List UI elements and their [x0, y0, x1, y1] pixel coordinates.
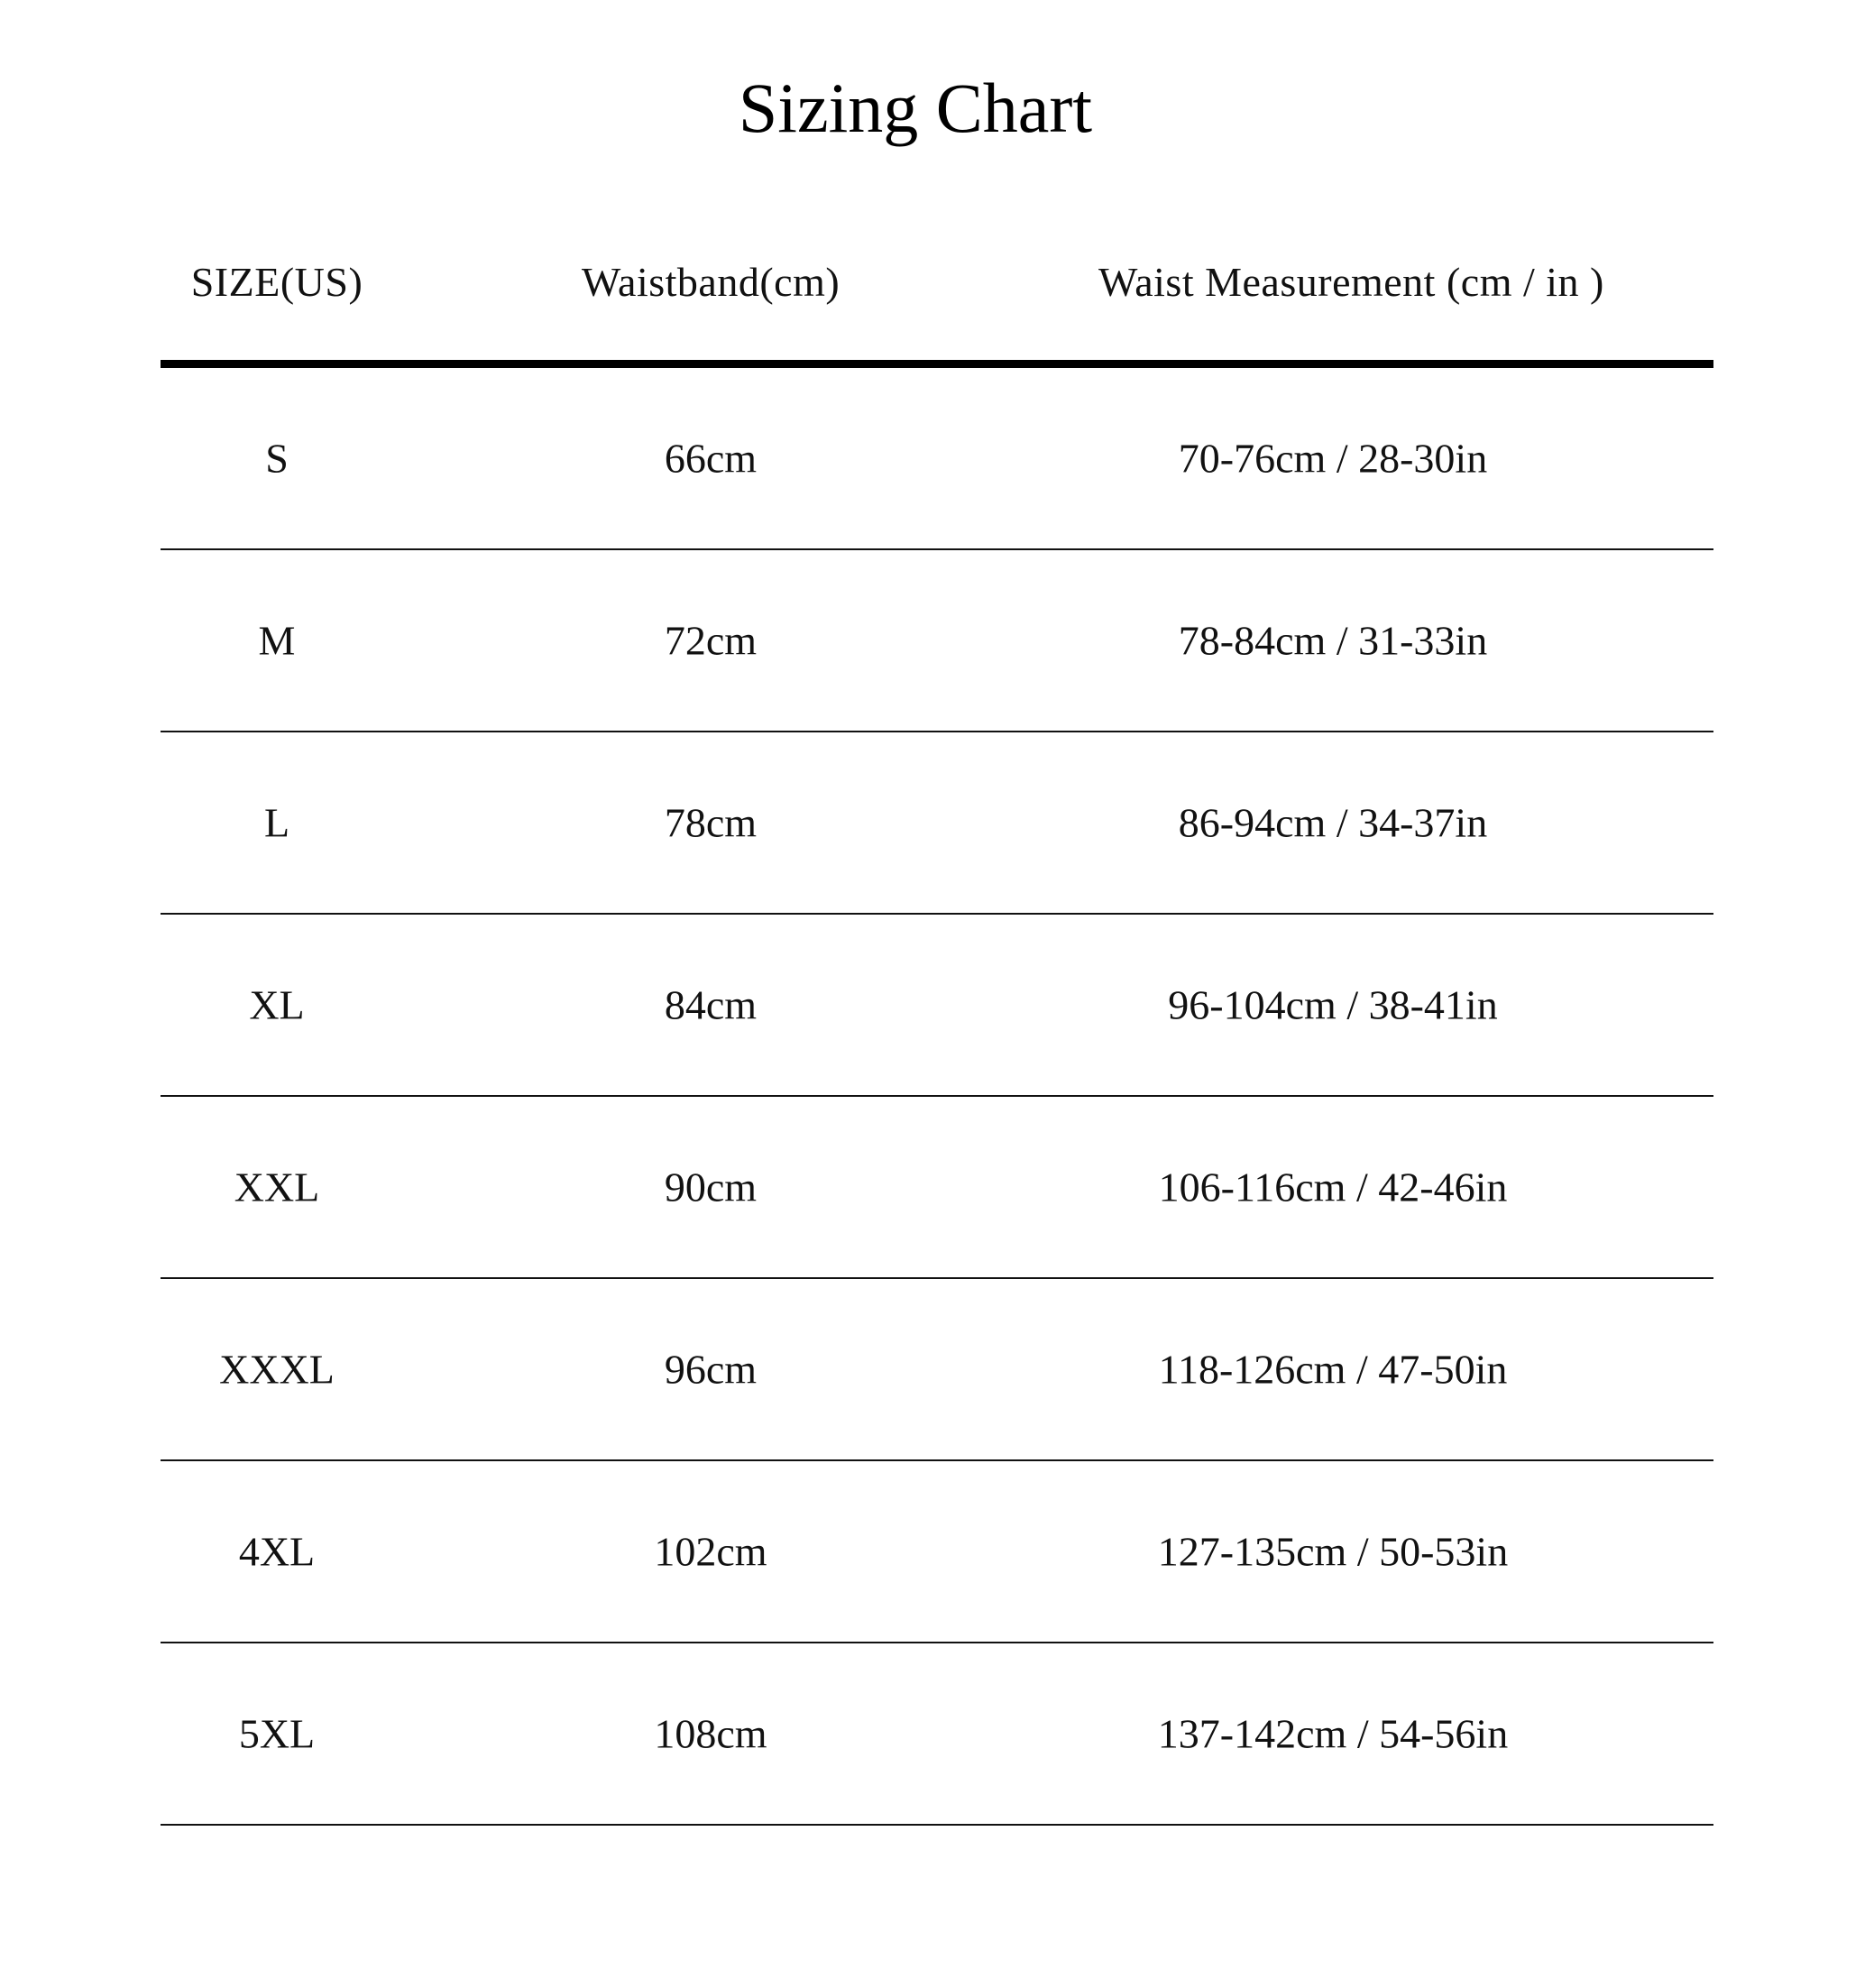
waistband-cell: 96cm — [664, 1346, 758, 1393]
waistband-cell: 102cm — [654, 1528, 767, 1575]
column-header-waist-measurement: Waist Measurement (cm / in ) — [1098, 259, 1604, 305]
waist-measurement-cell: 86-94cm / 34-37in — [1178, 799, 1488, 846]
waistband-cell: 90cm — [664, 1164, 758, 1210]
column-header-size: SIZE(US) — [190, 259, 363, 305]
table-row — [161, 1279, 1713, 1461]
size-cell: XL — [249, 981, 305, 1028]
page-title: Sizing Chart — [738, 69, 1093, 147]
size-cell: 5XL — [238, 1710, 316, 1757]
table-row — [161, 1643, 1713, 1826]
size-cell: XXL — [234, 1164, 320, 1210]
waistband-cell: 72cm — [664, 617, 758, 664]
waist-measurement-cell: 78-84cm / 31-33in — [1178, 617, 1488, 664]
waistband-cell: 84cm — [664, 981, 758, 1028]
waist-measurement-cell: 96-104cm / 38-41in — [1168, 981, 1498, 1028]
waistband-cell: 78cm — [664, 799, 758, 846]
table-row — [161, 915, 1713, 1097]
waistband-cell: 66cm — [664, 435, 758, 482]
table-row — [161, 732, 1713, 915]
table-row — [161, 368, 1713, 550]
size-cell: 4XL — [238, 1528, 316, 1575]
column-header-waistband: Waistband(cm) — [581, 259, 841, 305]
size-cell: XXXL — [219, 1346, 335, 1393]
size-cell: S — [265, 435, 289, 482]
waistband-cell: 108cm — [654, 1710, 767, 1757]
table-header-row — [161, 225, 1713, 368]
table-row — [161, 550, 1713, 732]
table-row — [161, 1461, 1713, 1643]
table-row — [161, 1097, 1713, 1279]
size-cell: L — [263, 799, 290, 846]
sizing-table — [161, 225, 1713, 1826]
waist-measurement-cell: 70-76cm / 28-30in — [1178, 435, 1488, 482]
waist-measurement-cell: 137-142cm / 54-56in — [1157, 1710, 1509, 1757]
waist-measurement-cell: 106-116cm / 42-46in — [1158, 1164, 1508, 1210]
waist-measurement-cell: 118-126cm / 47-50in — [1158, 1346, 1508, 1393]
waist-measurement-cell: 127-135cm / 50-53in — [1157, 1528, 1509, 1575]
size-cell: M — [258, 617, 296, 664]
